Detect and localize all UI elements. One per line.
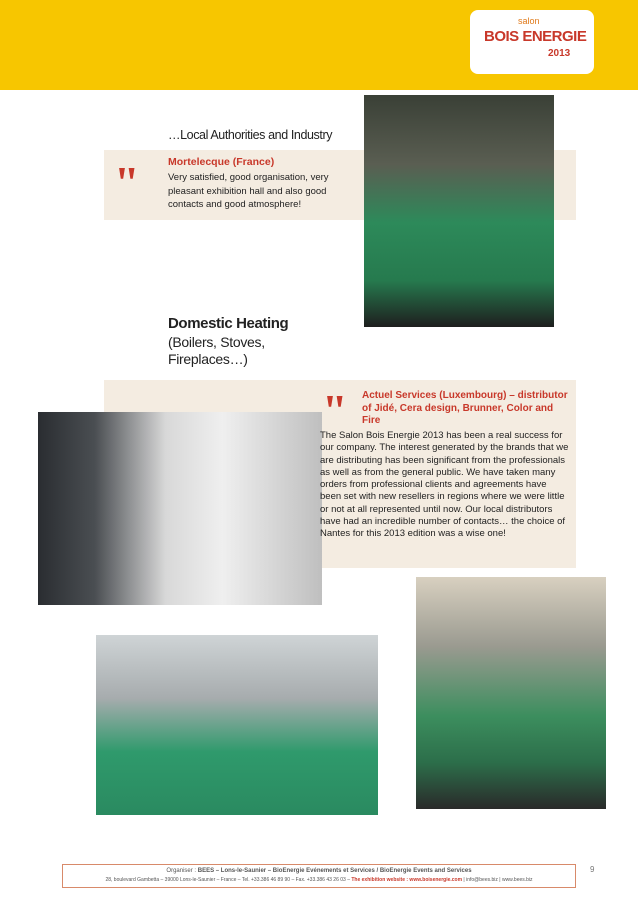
quote-text-mortelecque: Very satisfied, good organisation, very pleasant exhibition hall and also good contacts and good atmosphere!	[168, 172, 329, 210]
boiler-stand-photo	[96, 635, 378, 815]
footer-emails: | info@bees.biz | www.bees.biz	[462, 877, 533, 883]
exhibition-aisle-photo	[416, 577, 606, 809]
quote-mark-icon: "	[322, 385, 348, 436]
exhibition-hall-photo	[364, 95, 554, 327]
quote-author-actuel-services: Actuel Services (Luxembourg) – distributor of Jidé, Cera design, Brunner, Color and Fire	[362, 390, 568, 426]
logo-year-text: 2013	[548, 48, 571, 59]
logo-small-text: salon	[518, 16, 540, 26]
footer-organiser	[63, 868, 575, 874]
section-title-local-authorities: …Local Authorities and Industry	[168, 128, 333, 142]
quote-mark-icon: "	[114, 157, 140, 208]
page-number: 9	[590, 865, 595, 874]
footer-organiser-label: Organiser :	[166, 868, 198, 874]
stove-display-photo	[38, 412, 322, 605]
logo-main-text: BOIS ENERGIE	[484, 28, 587, 45]
section-subtitle-domestic-heating: (Boilers, Stoves, Fireplaces…)	[168, 334, 265, 367]
salon-bois-energie-logo	[470, 10, 594, 74]
footer-contact	[63, 877, 575, 883]
footer-address: 28, boulevard Gambetta – 39000 Lons-le-Saunier – France – Tel. +33.386 46 89 90 – Fax. +33.386 43 26 03 –	[105, 877, 352, 883]
section-title-domestic-heating: Domestic Heating	[168, 315, 289, 332]
quote-author-mortelecque: Mortelecque (France)	[168, 156, 275, 168]
footer-website-link[interactable]: The exhibition website : www.boisenergie.com	[351, 877, 463, 883]
footer	[62, 864, 576, 888]
quote-text-actuel-services: The Salon Bois Energie 2013 has been a real success for our company. The interest generated by the brands that we are distributing has been significant from the professionals as well as from the general public. We have taken many orders from professional clients and agreements have been set with new resellers in regions where we were little or not at all represented until now. Our local distributors have had an incredible number of contacts… the choice of Nantes for this 2013 edition was a wise one!	[320, 430, 569, 540]
footer-organiser-name: BEES – Lons-le-Saunier – BioEnergie Evénements et Services / BioEnergie Events and Services	[197, 868, 472, 874]
